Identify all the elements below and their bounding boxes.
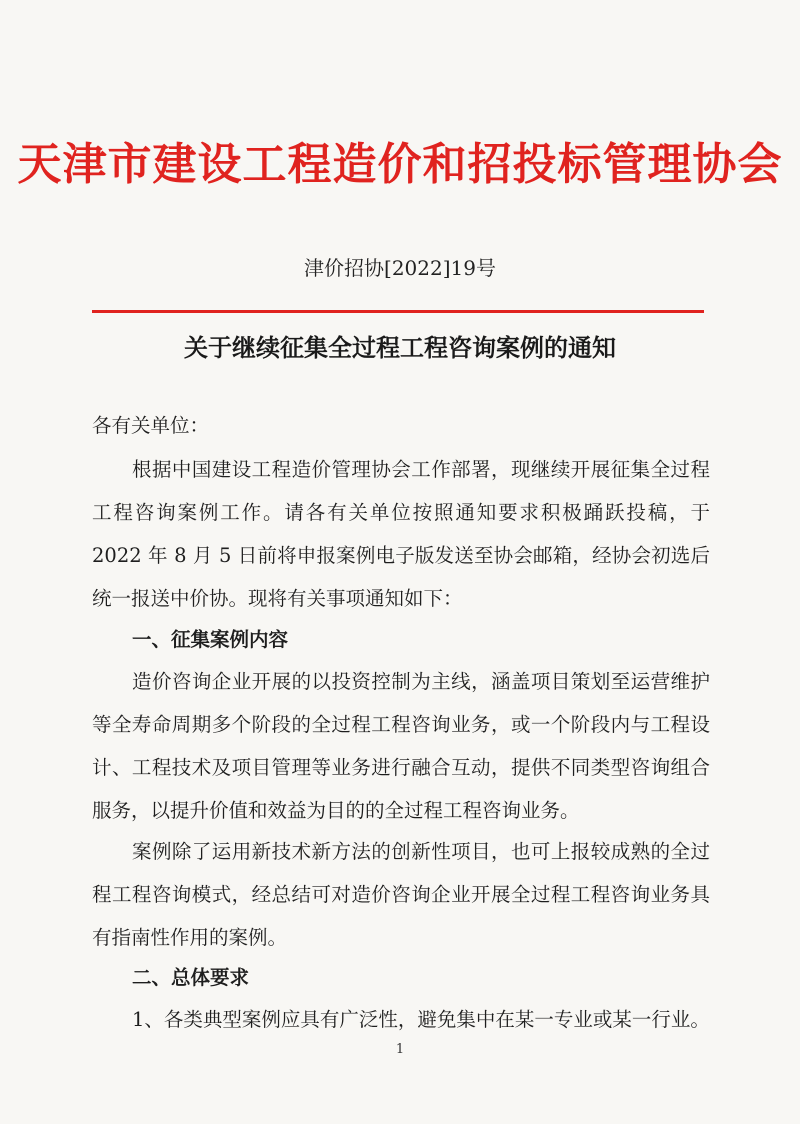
intro-paragraph: 根据中国建设工程造价管理协会工作部署，现继续开展征集全过程工程咨询案例工作。请各有关单位按照通知要求积极踊跃投稿，于 2022 年 8 月 5 日前将申报案例电子版发送至协会邮箱，经协会初选后统一报送中价协。现将有关事项通知如下： (92, 458, 710, 610)
red-divider (92, 310, 704, 313)
section2-item-1: 1、各类典型案例应具有广泛性，避免集中在某一专业或某一行业。 (132, 1008, 710, 1031)
section2-heading: 二、总体要求 (132, 966, 250, 989)
page-number: 1 (395, 1042, 405, 1057)
section1-heading: 一、征集案例内容 (132, 628, 289, 651)
salutation: 各有关单位： (92, 414, 210, 437)
document-title: 关于继续征集全过程工程咨询案例的通知 (184, 334, 616, 362)
organization-header: 天津市建设工程造价和招投标管理协会 (17, 139, 783, 190)
section1-paragraph-1: 造价咨询企业开展的以投资控制为主线，涵盖项目策划至运营维护等全寿命周期多个阶段的全过程工程咨询业务，或一个阶段内与工程设计、工程技术及项目管理等业务进行融合互动，提供不同类型咨询组合服务，以提升价值和效益为目的的全过程工程咨询业务。 (92, 670, 710, 822)
document-number: 津价招协[2022]19号 (304, 256, 496, 280)
section1-paragraph-2: 案例除了运用新技术新方法的创新性项目，也可上报较成熟的全过程工程咨询模式，经总结可对造价咨询企业开展全过程工程咨询业务具有指南性作用的案例。 (92, 840, 710, 949)
